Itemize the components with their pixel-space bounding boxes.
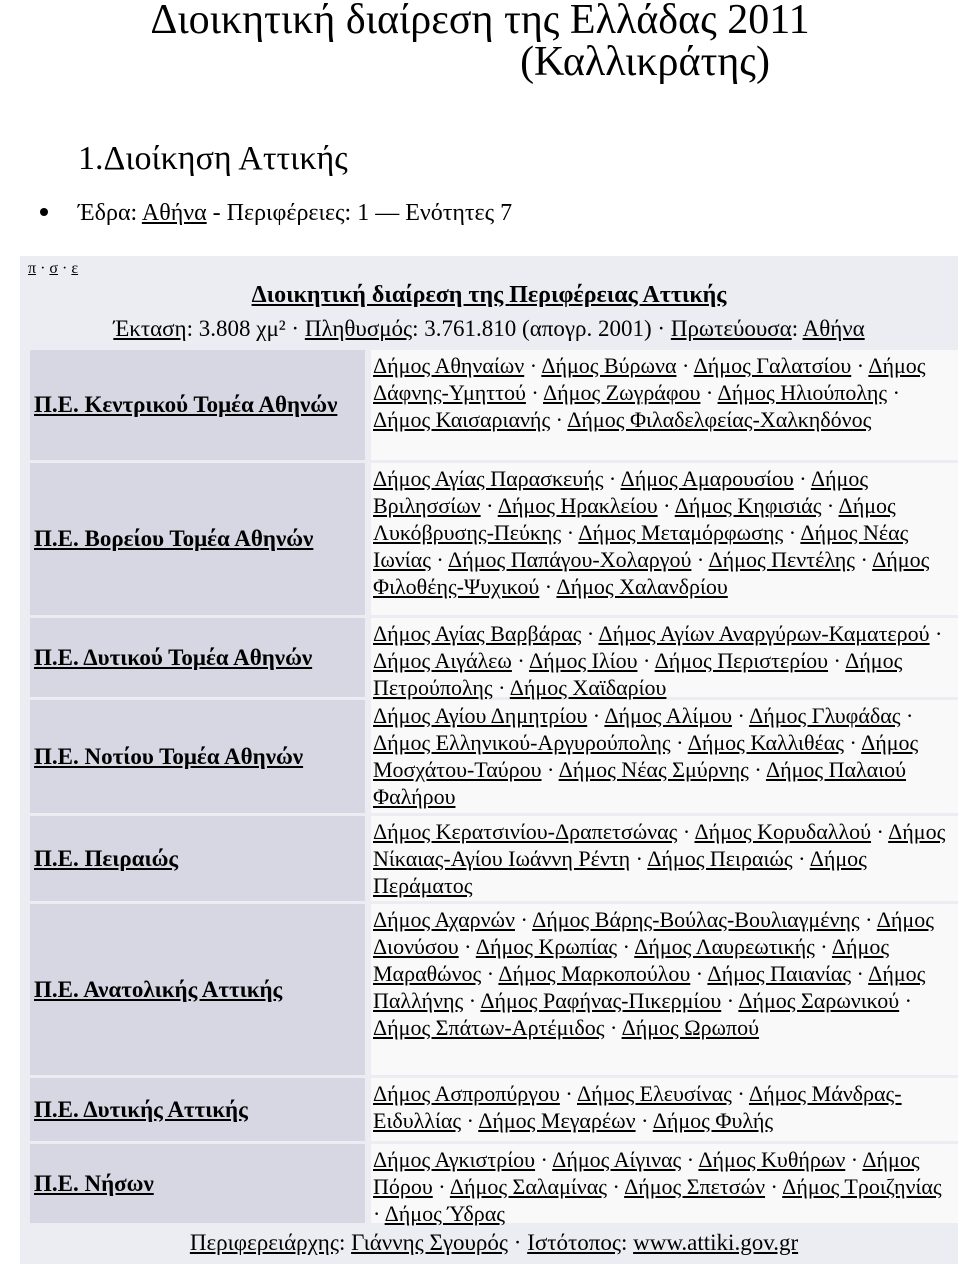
municipality-link[interactable]: Δήμος Δάφνης-Υμηττού xyxy=(373,353,926,405)
municipality-link[interactable]: Δήμος Νέας Σμύρνης xyxy=(558,757,749,782)
list-separator: · xyxy=(929,621,943,646)
municipality-link[interactable]: Δήμος Ηρακλείου xyxy=(497,493,658,518)
municipality-link[interactable]: Δήμος Χαϊδαρίου xyxy=(509,675,667,700)
list-separator: · xyxy=(541,757,559,782)
navbox-footer xyxy=(30,1230,958,1262)
list-separator: · xyxy=(783,520,801,545)
list-separator: · xyxy=(691,547,709,572)
municipality-link[interactable]: Δήμος Ραφήνας-Πικερμίου xyxy=(480,988,722,1013)
list-separator: · xyxy=(603,466,621,491)
group-municipality-list xyxy=(371,618,958,700)
navbox-row xyxy=(30,700,958,813)
population-link[interactable]: Πληθυσμός xyxy=(304,316,413,341)
list-separator: · xyxy=(461,1108,479,1133)
list-separator: · xyxy=(604,1015,622,1040)
list-separator: · xyxy=(458,934,476,959)
group-label xyxy=(30,904,365,1075)
municipality-link[interactable]: Δήμος Φιλαδελφείας-Χαλκηδόνος xyxy=(567,407,872,432)
list-separator: · xyxy=(748,757,766,782)
seat-bullet xyxy=(40,200,512,227)
navbox-title xyxy=(20,282,958,309)
municipality-link[interactable]: Δήμος Σαρωνικού xyxy=(738,988,900,1013)
municipality-link[interactable]: Δήμος Αγίων Αναργύρων-Καματερού xyxy=(598,621,930,646)
municipality-link[interactable]: Δήμος Αιγάλεω xyxy=(373,648,512,673)
municipality-link[interactable]: Δήμος Πετρούπολης xyxy=(373,648,903,700)
municipality-link[interactable]: Δήμος Κηφισιάς xyxy=(674,493,822,518)
municipality-link[interactable]: Δήμος Ζωγράφου xyxy=(543,380,701,405)
municipality-link[interactable]: Δήμος Τροιζηνίας xyxy=(782,1174,942,1199)
website-label-link[interactable]: Ιστότοπος xyxy=(527,1230,621,1255)
municipality-link[interactable]: Δήμος Νέας Ιωνίας xyxy=(373,520,909,572)
list-separator: · xyxy=(851,961,869,986)
list-separator: · xyxy=(587,703,605,728)
municipality-link[interactable]: Δήμος Χαλανδρίου xyxy=(556,574,728,599)
list-separator: · xyxy=(637,648,655,673)
list-separator: · xyxy=(731,703,750,728)
list-separator: · xyxy=(492,675,510,700)
capital-value-link[interactable]: Αθήνα xyxy=(802,316,865,341)
municipality-link[interactable]: Δήμος Διονύσου xyxy=(373,907,934,959)
municipality-link[interactable]: Δήμος Νίκαιας-Αγίου Ιωάννη Ρέντη xyxy=(373,819,946,871)
municipality-link[interactable]: Δήμος Κυθήρων xyxy=(698,1147,846,1172)
municipality-link[interactable]: Δήμος Καλλιθέας xyxy=(687,730,844,755)
navbox-row xyxy=(30,1078,958,1141)
list-separator: · xyxy=(430,547,449,572)
website-sep: : xyxy=(620,1230,634,1255)
list-separator: · xyxy=(855,547,873,572)
municipality-link[interactable]: Δήμος Αγκιστρίου xyxy=(373,1147,536,1172)
list-separator: · xyxy=(535,1147,553,1172)
navbox-row xyxy=(30,904,958,1075)
list-separator: · xyxy=(859,907,877,932)
municipality-link[interactable]: Δήμος Ωρωπού xyxy=(621,1015,760,1040)
municipality-link[interactable]: Δήμος Πειραιώς xyxy=(647,846,793,871)
group-municipality-list xyxy=(371,463,958,615)
navbox-row xyxy=(30,1144,958,1226)
municipality-link[interactable]: Δήμος Παιανίας xyxy=(707,961,852,986)
municipality-link[interactable]: Δήμος Λυκόβρυσης-Πεύκης xyxy=(373,493,896,545)
list-separator: · xyxy=(677,819,695,844)
page-title-line2: (Καλλικράτης) xyxy=(520,39,770,85)
list-separator: · xyxy=(899,988,912,1013)
vte-edit-link[interactable]: ε xyxy=(71,260,79,277)
municipality-link[interactable]: Δήμος Φυλής xyxy=(652,1108,774,1133)
list-separator: · xyxy=(463,988,481,1013)
navbox-row xyxy=(30,350,958,460)
governor-sep: : xyxy=(338,1230,352,1255)
navbox-title-region-link[interactable]: Περιφέρειας Αττικής xyxy=(509,282,727,308)
navbox-row xyxy=(30,463,958,615)
municipality-link[interactable]: Δήμος Πεντέλης xyxy=(708,547,856,572)
list-separator: · xyxy=(845,1147,863,1172)
group-label xyxy=(30,350,365,460)
municipality-link[interactable]: Δήμος Βριλησσίων xyxy=(373,466,869,518)
list-separator: · xyxy=(481,961,499,986)
list-separator: · xyxy=(681,1147,699,1172)
municipality-link[interactable]: Δήμος Ελευσίνας xyxy=(577,1081,732,1106)
municipality-link[interactable]: Δήμος Κορυδαλλού xyxy=(694,819,872,844)
list-separator: · xyxy=(561,520,579,545)
municipality-link[interactable]: Δήμος Αγίας Βαρβάρας xyxy=(373,621,582,646)
group-label xyxy=(30,618,365,697)
municipality-link[interactable]: Δήμος Λαυρεωτικής xyxy=(634,934,815,959)
list-separator: · xyxy=(900,703,914,728)
group-municipality-list xyxy=(371,816,958,901)
footer-mid-sep: · xyxy=(508,1230,528,1255)
municipality-link[interactable]: Δήμος Μαρκοπούλου xyxy=(498,961,691,986)
vte-talk-link[interactable]: σ xyxy=(49,260,59,277)
municipality-link[interactable]: Δήμος Κρωπίας xyxy=(475,934,618,959)
municipality-link[interactable]: Δήμος Βάρης-Βούλας-Βουλιαγμένης xyxy=(532,907,860,932)
list-separator: · xyxy=(657,493,675,518)
seat-rest: - Περιφέρειες: 1 — Ενότητες 7 xyxy=(206,200,513,226)
section-heading: 1.Διοίκηση Αττικής xyxy=(78,140,348,177)
list-separator: · xyxy=(765,1174,783,1199)
seat-link[interactable]: Αθήνα xyxy=(141,200,207,226)
municipality-link[interactable]: Δήμος Πόρου xyxy=(373,1147,920,1199)
list-separator: · xyxy=(581,621,599,646)
area-value: : 3.808 χμ² · xyxy=(186,316,305,341)
group-label-link[interactable]: Π.Ε. Δυτικής Αττικής xyxy=(34,1096,248,1122)
municipality-link[interactable]: Δήμος Γαλατσίου xyxy=(693,353,852,378)
list-separator: · xyxy=(514,907,533,932)
municipality-link[interactable]: Δήμος Παλλήνης xyxy=(373,961,926,1013)
list-separator: · xyxy=(511,648,530,673)
list-separator: · xyxy=(550,407,568,432)
municipality-link[interactable]: Δήμος Παλαιού Φαλήρου xyxy=(373,757,907,809)
group-municipality-list xyxy=(371,700,958,813)
list-separator: · xyxy=(525,380,544,405)
municipality-link[interactable]: Δήμος Αίγινας xyxy=(552,1147,682,1172)
municipality-link[interactable]: Δήμος Κερατσινίου-Δραπετσώνας xyxy=(373,819,678,844)
municipality-link[interactable]: Δήμος Σπάτων-Αρτέμιδος xyxy=(373,1015,605,1040)
governor-name-link[interactable]: Γιάννης Σγουρός xyxy=(351,1230,509,1255)
municipality-link[interactable]: Δήμος Ηλιούπολης xyxy=(717,380,888,405)
list-separator: · xyxy=(373,1201,385,1226)
list-separator: · xyxy=(814,934,832,959)
municipality-link[interactable]: Δήμος Μεγαρέων xyxy=(478,1108,636,1133)
group-label-link[interactable]: Π.Ε. Κεντρικού Τομέα Αθηνών xyxy=(34,392,338,417)
navbox-info xyxy=(20,316,958,342)
municipality-link[interactable]: Δήμος Μαραθώνος xyxy=(373,934,890,986)
municipality-link[interactable]: Δήμος Παπάγου-Χολαργού xyxy=(448,547,692,572)
list-separator: · xyxy=(828,648,846,673)
website-link[interactable]: www.attiki.gov.gr xyxy=(633,1230,799,1255)
list-separator: · xyxy=(843,730,862,755)
group-label xyxy=(30,816,365,901)
capital-link[interactable]: Πρωτεύουσα xyxy=(670,316,792,341)
list-separator: · xyxy=(617,934,635,959)
list-separator: · xyxy=(606,1174,625,1199)
group-municipality-list xyxy=(371,904,958,1075)
list-separator: · xyxy=(432,1174,450,1199)
list-separator: · xyxy=(731,1081,749,1106)
group-label xyxy=(30,463,365,615)
group-label-link[interactable]: Π.Ε. Νοτίου Τομέα Αθηνών xyxy=(34,743,304,769)
list-separator: · xyxy=(539,574,557,599)
municipality-link[interactable]: Δήμος Ύδρας xyxy=(384,1201,505,1226)
municipality-link[interactable]: Δήμος Αγίας Παρασκευής xyxy=(373,466,604,491)
group-label xyxy=(30,1144,365,1223)
list-separator: · xyxy=(851,353,869,378)
list-separator: · xyxy=(670,730,688,755)
group-label xyxy=(30,1078,365,1141)
municipality-link[interactable]: Δήμος Αθηναίων xyxy=(373,353,525,378)
municipality-link[interactable]: Δήμος Σαλαμίνας xyxy=(449,1174,607,1199)
municipality-link[interactable]: Δήμος Περάματος xyxy=(373,846,867,898)
list-separator: · xyxy=(676,353,694,378)
group-label-link[interactable]: Π.Ε. Δυτικού Τομέα Αθηνών xyxy=(34,644,313,670)
list-separator: · xyxy=(480,493,498,518)
municipality-link[interactable]: Δήμος Ιλίου xyxy=(529,648,638,673)
municipality-link[interactable]: Δήμος Σπετσών xyxy=(624,1174,766,1199)
list-separator: · xyxy=(700,380,718,405)
seat-prefix: Έδρα: xyxy=(78,200,142,226)
list-separator: · xyxy=(821,493,839,518)
navbox-row xyxy=(30,618,958,700)
municipality-link[interactable]: Δήμος Φιλοθέης-Ψυχικού xyxy=(373,547,930,599)
municipality-link[interactable]: Δήμος Μάνδρας-Ειδυλλίας xyxy=(373,1081,902,1133)
area-link[interactable]: Έκταση xyxy=(113,316,187,341)
municipality-link[interactable]: Δήμος Αχαρνών xyxy=(373,907,515,932)
list-separator: · xyxy=(559,1081,577,1106)
municipality-link[interactable]: Δήμος Ελληνικού-Αργυρούπολης xyxy=(373,730,671,755)
page-title xyxy=(0,0,960,85)
governor-link[interactable]: Περιφερειάρχης xyxy=(189,1230,339,1255)
group-municipality-list xyxy=(371,1144,958,1226)
group-label xyxy=(30,700,365,813)
list-separator: · xyxy=(690,961,708,986)
list-separator: · xyxy=(721,988,739,1013)
vte-links: π · σ · ε xyxy=(28,260,79,277)
list-separator: · xyxy=(871,819,889,844)
municipality-link[interactable]: Δήμος Βύρωνα xyxy=(541,353,677,378)
bullet-icon xyxy=(40,208,48,216)
capital-sep: : xyxy=(791,316,803,341)
municipality-link[interactable]: Δήμος Ασπροπύργου xyxy=(373,1081,560,1106)
navbox-row xyxy=(30,816,958,901)
group-label-link[interactable]: Π.Ε. Ανατολικής Αττικής xyxy=(34,976,283,1002)
list-separator: · xyxy=(524,353,542,378)
population-value: : 3.761.810 (απογρ. 2001) · xyxy=(412,316,671,341)
page-title-line1: Διοικητική διαίρεση της Ελλάδας 2011 xyxy=(150,0,810,43)
group-municipality-list xyxy=(371,350,958,460)
list-separator: · xyxy=(630,846,648,871)
municipality-link[interactable]: Δήμος Αλίμου xyxy=(604,703,732,728)
group-label-link[interactable]: Π.Ε. Πειραιώς xyxy=(34,845,179,871)
list-separator: · xyxy=(793,466,811,491)
list-separator: · xyxy=(887,380,900,405)
navbox xyxy=(20,256,958,1264)
municipality-link[interactable]: Δήμος Μεταμόρφωσης xyxy=(578,520,784,545)
list-separator: · xyxy=(792,846,810,871)
municipality-link[interactable]: Δήμος Περιστερίου xyxy=(654,648,829,673)
municipality-link[interactable]: Δήμος Αμαρουσίου xyxy=(620,466,794,491)
vte-view-link[interactable]: π xyxy=(28,260,37,277)
group-label-link[interactable]: Π.Ε. Νήσων xyxy=(34,1170,154,1196)
list-separator: · xyxy=(635,1108,653,1133)
municipality-link[interactable]: Δήμος Γλυφάδας xyxy=(749,703,901,728)
group-municipality-list xyxy=(371,1078,958,1141)
municipality-link[interactable]: Δήμος Μοσχάτου-Ταύρου xyxy=(373,730,919,782)
navbox-title-prefix-link[interactable]: Διοικητική διαίρεση της xyxy=(251,282,510,308)
municipality-link[interactable]: Δήμος Αγίου Δημητρίου xyxy=(373,703,588,728)
municipality-link[interactable]: Δήμος Καισαριανής xyxy=(373,407,551,432)
group-label-link[interactable]: Π.Ε. Βορείου Τομέα Αθηνών xyxy=(34,526,314,551)
